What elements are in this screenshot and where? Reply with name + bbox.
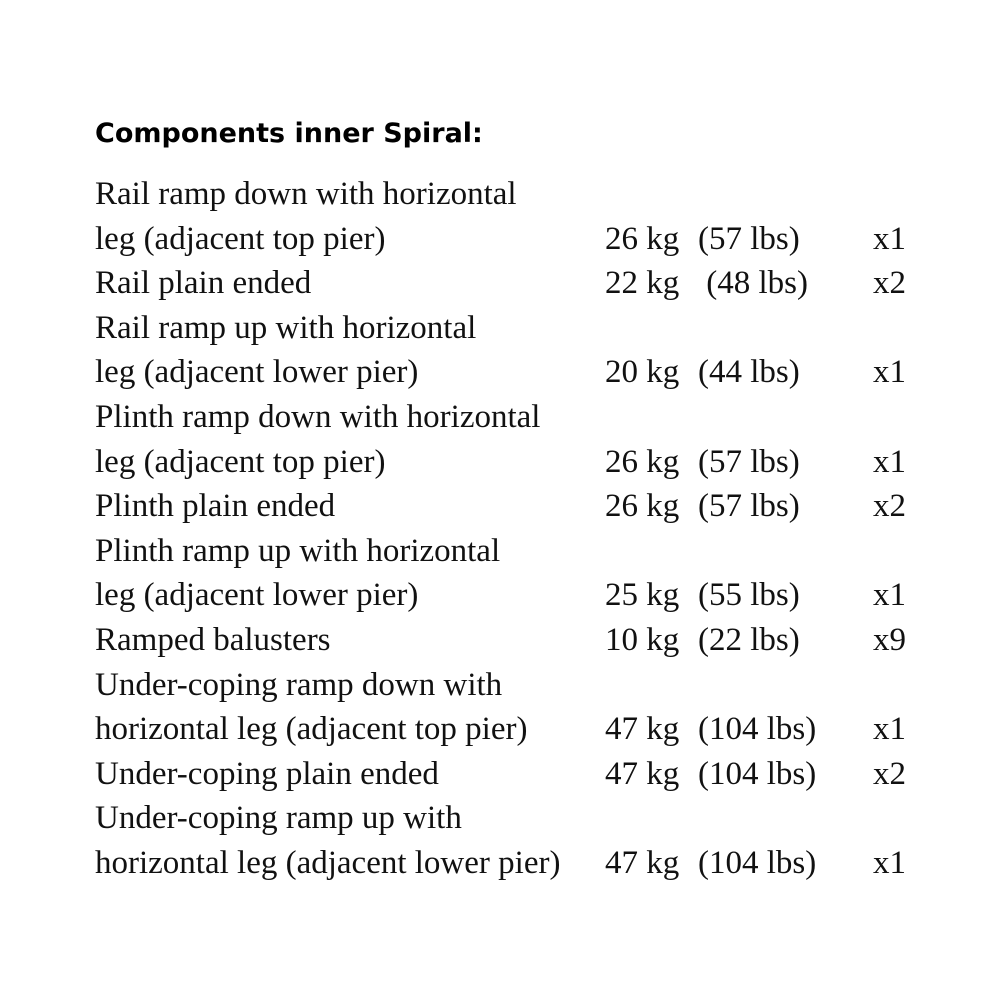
component-weight-kg: 26 kg bbox=[605, 220, 680, 257]
component-weight-kg: 20 kg bbox=[605, 354, 680, 391]
component-quantity: x2 bbox=[873, 755, 906, 792]
component-name: Rail ramp down with horizontal bbox=[95, 176, 517, 212]
component-weight-lbs: (48 lbs) bbox=[698, 265, 808, 302]
component-row bbox=[95, 796, 925, 841]
components-heading: Components inner Spiral: bbox=[95, 118, 483, 149]
component-name: leg (adjacent lower pier) bbox=[95, 577, 419, 614]
component-row bbox=[95, 395, 925, 440]
component-row bbox=[95, 618, 925, 663]
component-row bbox=[95, 440, 925, 485]
component-weight-lbs: (104 lbs) bbox=[698, 844, 817, 881]
component-quantity: x2 bbox=[873, 488, 906, 525]
component-quantity: x1 bbox=[873, 577, 906, 614]
component-name: horizontal leg (adjacent lower pier) bbox=[95, 844, 561, 881]
component-weight-kg: 47 kg bbox=[605, 755, 680, 792]
component-row bbox=[95, 261, 925, 306]
component-quantity: x1 bbox=[873, 844, 906, 881]
component-row bbox=[95, 663, 925, 708]
component-name: leg (adjacent lower pier) bbox=[95, 354, 419, 391]
component-name: Rail plain ended bbox=[95, 265, 312, 302]
component-quantity: x1 bbox=[873, 354, 906, 391]
component-quantity: x1 bbox=[873, 220, 906, 257]
component-weight-kg: 26 kg bbox=[605, 443, 680, 480]
component-row bbox=[95, 573, 925, 618]
component-weight-lbs: (44 lbs) bbox=[698, 354, 800, 391]
component-name: Ramped balusters bbox=[95, 621, 331, 658]
component-row bbox=[95, 752, 925, 797]
component-row bbox=[95, 172, 925, 217]
component-name: horizontal leg (adjacent top pier) bbox=[95, 711, 528, 748]
component-row bbox=[95, 841, 925, 886]
component-weight-lbs: (104 lbs) bbox=[698, 711, 817, 748]
component-weight-kg: 22 kg bbox=[605, 265, 680, 302]
component-row bbox=[95, 217, 925, 262]
component-weight-kg: 47 kg bbox=[605, 844, 680, 881]
component-weight-kg: 25 kg bbox=[605, 577, 680, 614]
component-row bbox=[95, 350, 925, 395]
component-name: Plinth plain ended bbox=[95, 488, 336, 525]
component-name: leg (adjacent top pier) bbox=[95, 443, 386, 480]
component-name: Rail ramp up with horizontal bbox=[95, 309, 477, 346]
component-name: Under-coping ramp down with bbox=[95, 666, 503, 703]
component-row bbox=[95, 529, 925, 574]
component-quantity: x1 bbox=[873, 711, 906, 748]
component-weight-kg: 47 kg bbox=[605, 711, 680, 748]
component-weight-kg: 26 kg bbox=[605, 488, 680, 525]
component-quantity: x1 bbox=[873, 443, 906, 480]
component-weight-lbs: (57 lbs) bbox=[698, 488, 800, 525]
component-name: Plinth ramp up with horizontal bbox=[95, 532, 501, 569]
component-row bbox=[95, 306, 925, 351]
component-weight-lbs: (57 lbs) bbox=[698, 443, 800, 480]
components-list bbox=[95, 172, 925, 886]
component-weight-lbs: (104 lbs) bbox=[698, 755, 817, 792]
component-quantity: x9 bbox=[873, 621, 906, 658]
component-quantity: x2 bbox=[873, 265, 906, 302]
component-row bbox=[95, 707, 925, 752]
component-weight-lbs: (57 lbs) bbox=[698, 220, 800, 257]
component-name: leg (adjacent top pier) bbox=[95, 220, 386, 257]
component-weight-lbs: (55 lbs) bbox=[698, 577, 800, 614]
component-weight-kg: 10 kg bbox=[605, 621, 680, 658]
component-name: Under-coping ramp up with bbox=[95, 800, 462, 837]
component-name: Plinth ramp down with horizontal bbox=[95, 398, 541, 435]
component-name: Under-coping plain ended bbox=[95, 755, 439, 792]
component-weight-lbs: (22 lbs) bbox=[698, 621, 800, 658]
component-row bbox=[95, 484, 925, 529]
